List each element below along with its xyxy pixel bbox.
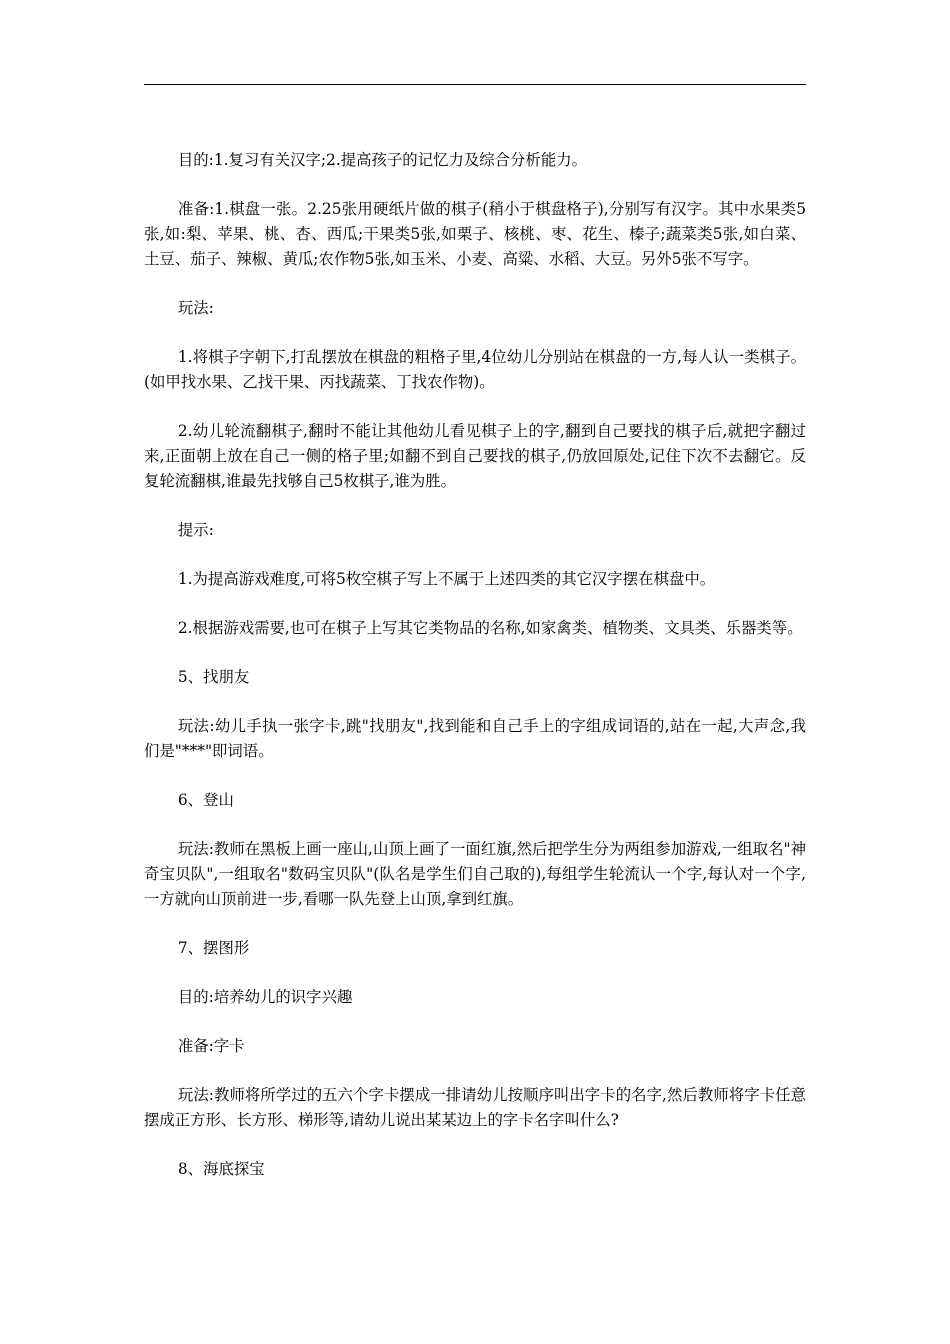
paragraph-shapes-preparation: 准备:字卡 — [177, 1037, 245, 1055]
section-heading-find-friends: 5、找朋友 — [177, 668, 250, 686]
header-rule — [144, 84, 806, 85]
paragraph-tip-1: 1.为提高游戏难度,可将5枚空棋子写上不属于上述四类的其它汉字摆在棋盘中。 — [177, 570, 716, 588]
paragraph-rule-2: 2.幼儿轮流翻棋子,翻时不能让其他幼儿看见棋子上的字,翻到自己要找的棋子后,就把字翻过来,正面朝上放在自己一侧的格子里;如翻不到自己要找的棋子,仍放回原处,记住下次不去翻它。反复轮流翻棋,谁最先找够自己5枚棋子,谁为胜。 — [144, 422, 806, 490]
document-body — [144, 148, 806, 1206]
paragraph-purpose: 目的:1.复习有关汉字;2.提高孩子的记忆力及综合分析能力。 — [177, 151, 587, 169]
paragraph-tips-heading: 提示: — [177, 521, 214, 539]
paragraph-rule-1: 1.将棋子字朝下,打乱摆放在棋盘的粗格子里,4位幼儿分别站在棋盘的一方,每人认一类棋子。(如甲找水果、乙找干果、丙找蔬菜、丁找农作物)。 — [144, 348, 806, 391]
paragraph-shapes-howto: 玩法:教师将所学过的五六个字卡摆成一排请幼儿按顺序叫出字卡的名字,然后教师将字卡任意摆成正方形、长方形、梯形等,请幼儿说出某某边上的字卡名字叫什么? — [144, 1086, 806, 1129]
paragraph-shapes-purpose: 目的:培养幼儿的识字兴趣 — [177, 988, 353, 1006]
section-heading-treasure: 8、海底探宝 — [177, 1160, 265, 1178]
paragraph-preparation: 准备:1.棋盘一张。2.25张用硬纸片做的棋子(稍小于棋盘格子),分别写有汉字。其中水果类5张,如:梨、苹果、桃、杏、西瓜;干果类5张,如栗子、核桃、枣、花生、榛子;蔬菜类5张,如白菜、土豆、茄子、辣椒、黄瓜;农作物5张,如玉米、小麦、高粱、水稻、大豆。另外5张不写字。 — [144, 200, 806, 268]
paragraph-find-friends-howto: 玩法:幼儿手执一张字卡,跳"找朋友",找到能和自己手上的字组成词语的,站在一起,大声念,我们是"***"即词语。 — [144, 717, 806, 760]
section-heading-climb: 6、登山 — [177, 791, 234, 809]
section-heading-shapes: 7、摆图形 — [177, 939, 250, 957]
paragraph-howto-heading: 玩法: — [177, 299, 214, 317]
paragraph-tip-2: 2.根据游戏需要,也可在棋子上写其它类物品的名称,如家禽类、植物类、文具类、乐器类等。 — [177, 619, 803, 637]
paragraph-climb-howto: 玩法:教师在黑板上画一座山,山顶上画了一面红旗,然后把学生分为两组参加游戏,一组取名"神奇宝贝队",一组取名"数码宝贝队"(队名是学生们自己取的),每组学生轮流认一个字,每认对一个字,一方就向山顶前进一步,看哪一队先登上山顶,拿到红旗。 — [144, 840, 806, 908]
